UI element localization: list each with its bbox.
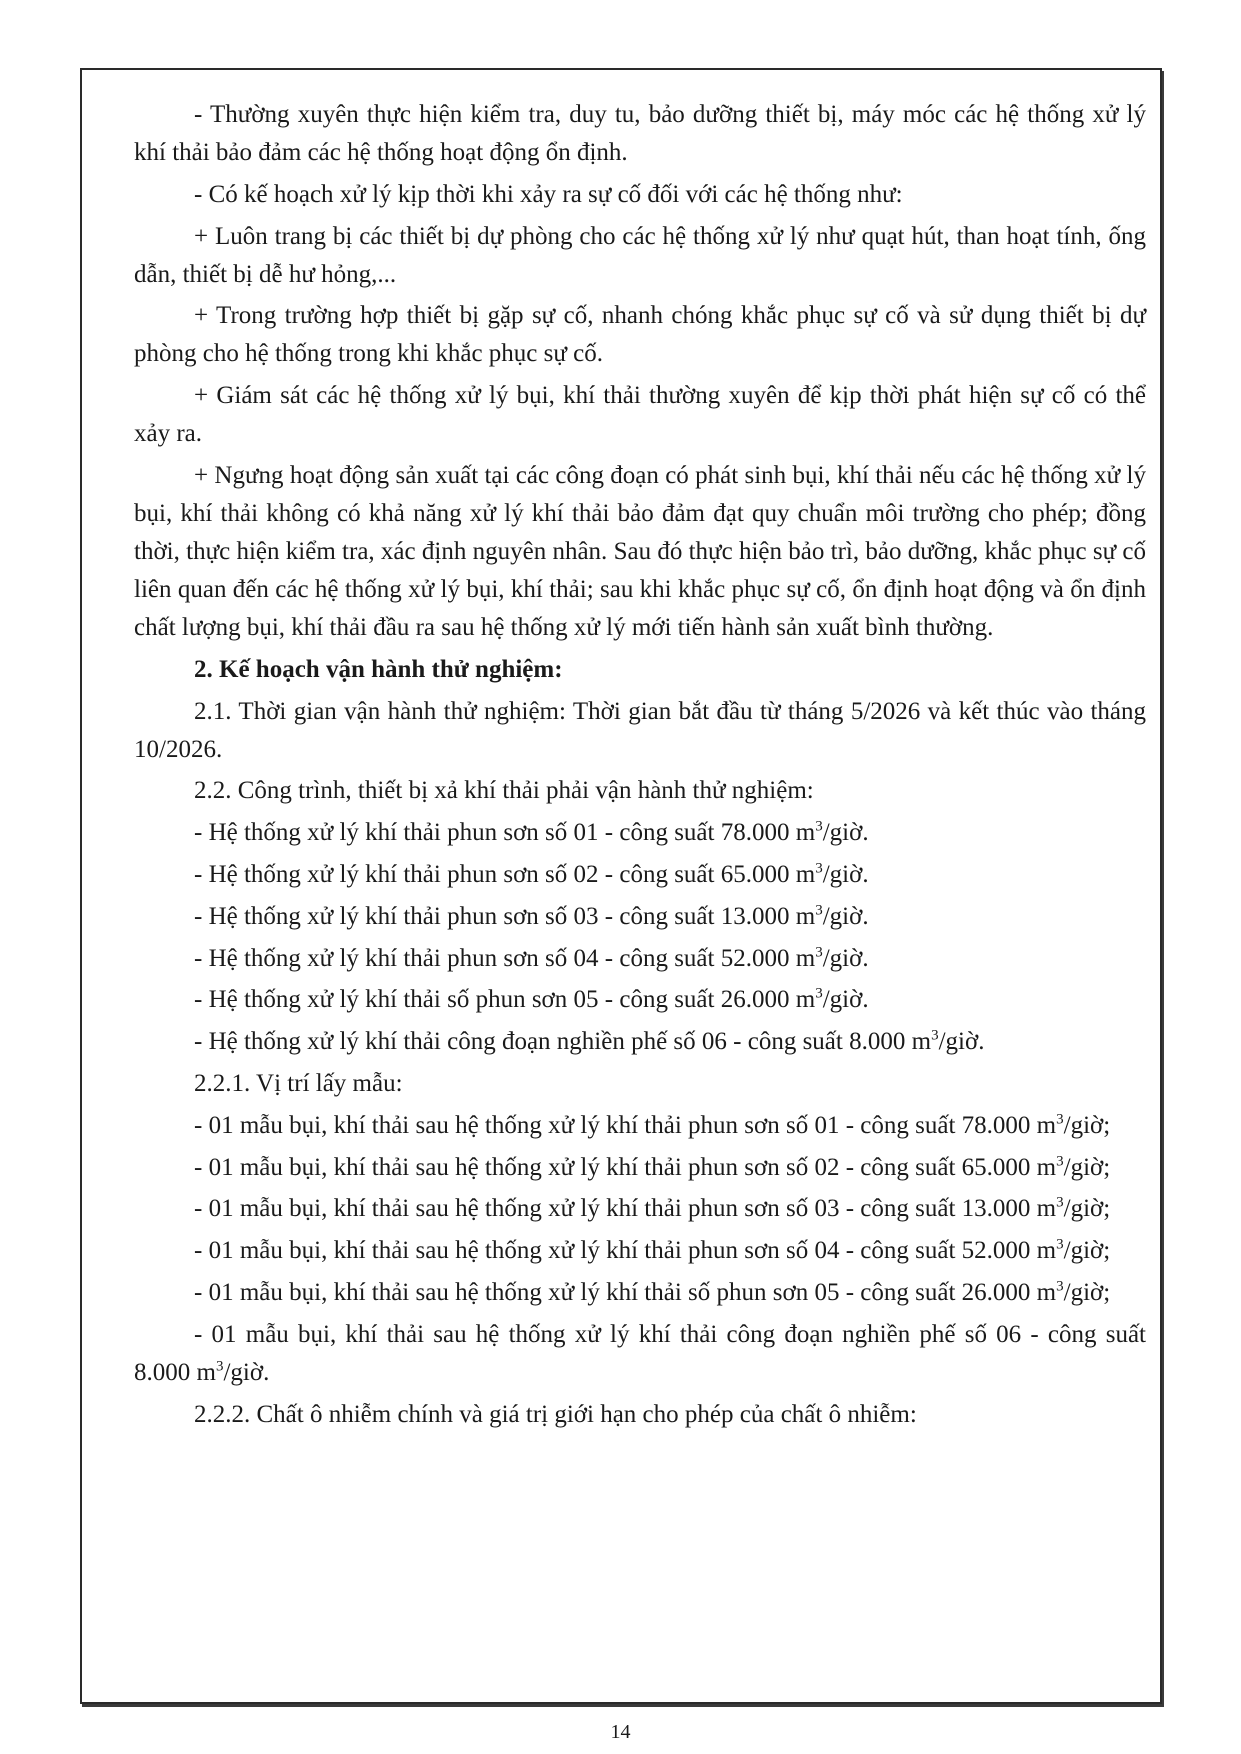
paragraph-equipment-failure: + Trong trường hợp thiết bị gặp sự cố, nhanh chóng khắc phục sự cố và sử dụng thiết bị dự phòng cho hệ thống trong khi khắc phục sự cố. — [134, 302, 1146, 368]
sample-item: - 01 mẫu bụi, khí thải sau hệ thống xử lý khí thải số phun sơn 05 - công suất 26.000 $m^3$/giờ; — [194, 1278, 1111, 1306]
paragraph-maintenance: - Thường xuyên thực hiện kiểm tra, duy tu, bảo dưỡng thiết bị, máy móc các hệ thống xử lý khí thải bảo đảm các hệ thống hoạt động ổn định. — [134, 101, 1146, 166]
sample-item: - 01 mẫu bụi, khí thải sau hệ thống xử lý khí thải công đoạn nghiền phế số 06 - công suất 8.000 $m^3$/giờ. — [134, 1320, 1146, 1386]
page-number: 14 — [610, 1721, 631, 1743]
system-item: - Hệ thống xử lý khí thải số phun sơn 05 - công suất 26.000 $m^3$/giờ. — [194, 986, 869, 1014]
system-item: - Hệ thống xử lý khí thải công đoạn nghiền phế số 06 - công suất 8.000 $m^3$/giờ. — [194, 1027, 985, 1056]
paragraph-trial-time: 2.1. Thời gian vận hành thử nghiệm: Thời gian bắt đầu từ tháng 5/2026 và kết thúc vào tháng 10/2026. — [134, 697, 1146, 763]
paragraph-incident-plan: - Có kế hoạch xử lý kịp thời khi xảy ra sự cố đối với các hệ thống như: — [194, 180, 903, 208]
sample-item: - 01 mẫu bụi, khí thải sau hệ thống xử lý khí thải phun sơn số 01 - công suất 78.000 $m^3$/giờ; — [194, 1111, 1111, 1139]
paragraph-backup-equipment: + Luôn trang bị các thiết bị dự phòng cho các hệ thống xử lý như quạt hút, than hoạt tính, ống dẫn, thiết bị dễ hư hỏng,... — [134, 222, 1146, 288]
sample-item: - 01 mẫu bụi, khí thải sau hệ thống xử lý khí thải phun sơn số 02 - công suất 65.000 $m^3$/giờ; — [194, 1153, 1111, 1181]
paragraph-pollutants: 2.2.2. Chất ô nhiễm chính và giá trị giới hạn cho phép của chất ô nhiễm: — [194, 1400, 917, 1428]
system-item: - Hệ thống xử lý khí thải phun sơn số 01 - công suất 78.000 $m^3$/giờ. — [194, 818, 869, 847]
sample-item: - 01 mẫu bụi, khí thải sau hệ thống xử lý khí thải phun sơn số 04 - công suất 52.000 $m^3$/giờ; — [194, 1236, 1111, 1265]
system-item: - Hệ thống xử lý khí thải phun sơn số 04 - công suất 52.000 $m^3$/giờ. — [194, 944, 869, 972]
paragraph-sampling-location: 2.2.1. Vị trí lấy mẫu: — [194, 1069, 403, 1097]
system-item: - Hệ thống xử lý khí thải phun sơn số 02 - công suất 65.000 $m^3$/giờ. — [194, 860, 869, 888]
paragraph-monitoring: + Giám sát các hệ thống xử lý bụi, khí thải thường xuyên để kịp thời phát hiện sự cố có thể xảy ra. — [134, 382, 1146, 448]
document-body — [134, 96, 1146, 1437]
paragraph-stop-production: + Ngưng hoạt động sản xuất tại các công đoạn có phát sinh bụi, khí thải nếu các hệ thống xử lý bụi, khí thải không có khả năng xử lý khí thải bảo đảm đạt quy chuẩn môi trường cho phép; đồng thời, thực hiện kiểm tra, xác định nguyên nhân. Sau đó thực hiện bảo trì, bảo dưỡng, khắc phục sự cố liên quan đến các hệ thống xử lý bụi, khí thải; sau khi khắc phục sự cố, ổn định hoạt động và ổn định chất lượng bụi, khí thải đầu ra sau hệ thống xử lý mới tiến hành sản xuất bình thường. — [134, 461, 1146, 641]
system-item: - Hệ thống xử lý khí thải phun sơn số 03 - công suất 13.000 $m^3$/giờ. — [194, 902, 869, 930]
sample-item: - 01 mẫu bụi, khí thải sau hệ thống xử lý khí thải phun sơn số 03 - công suất 13.000 $m^3$/giờ; — [194, 1195, 1111, 1223]
paragraph-trial-works: 2.2. Công trình, thiết bị xả khí thải phải vận hành thử nghiệm: — [194, 777, 814, 805]
section-heading-trial-plan: 2. Kế hoạch vận hành thử nghiệm: — [194, 655, 563, 683]
